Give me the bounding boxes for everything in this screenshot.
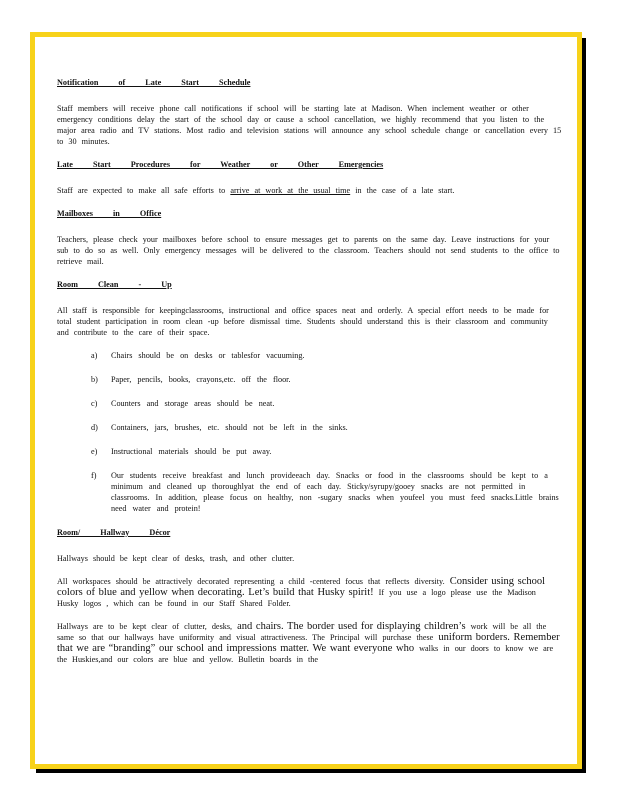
hallway-text-3: work will be all the same so that our hallways have uniformity and visual attractiveness. The Principal will purchase these	[57, 622, 547, 642]
list-marker: e)	[91, 447, 98, 456]
heading-room-hallway-decor: Room/ Hallway Décor	[57, 528, 171, 537]
list-item	[91, 398, 562, 409]
school-colors-text: Consider using school colors of blue and yellow when decorating. Let’s build that Husky spirit!	[57, 576, 546, 598]
list-marker: f)	[91, 471, 97, 480]
paragraph-hallways-clear: Hallways should be kept clear of desks, trash, and other clutter.	[57, 554, 295, 563]
paragraph-mailboxes: Teachers, please check your mailboxes before school to ensure messages get to parents on the same day. Leave instructions for your sub to do so as well. Only emergency messages will be delivered to the classroom. Teachers should not send students to the office to retrieve mail.	[57, 235, 560, 266]
procedures-text-underlined: arrive at work at the usual time	[230, 186, 351, 195]
document-page	[30, 32, 582, 769]
paragraph-late-start-notification: Staff members will receive phone call notifications if school will be starting late at Madison. When inclement weather or other emergency conditions delay the start of the school day or cause a school cancellation, we highly recommend that you listen to the major area radio and TV stations. Most radio and television stations will announce any school schedule change or cancellation every 15 to 30 minutes.	[57, 104, 562, 146]
list-marker: b)	[91, 375, 98, 384]
heading-late-start-procedures: Late Start Procedures for Weather or Other Emergencies	[57, 160, 384, 169]
list-marker: c)	[91, 399, 98, 408]
list-item	[91, 422, 562, 433]
procedures-text-before: Staff are expected to make all safe efforts to	[57, 186, 231, 195]
list-item	[91, 470, 562, 514]
heading-room-cleanup: Room Clean - Up	[57, 280, 172, 289]
list-item-text: Counters and storage areas should be neat.	[111, 399, 275, 408]
heading-late-start-notification: Notification of Late Start Schedule	[57, 78, 251, 87]
list-item	[91, 374, 562, 385]
heading-mailboxes: Mailboxes in Office	[57, 209, 162, 218]
list-item-text: Paper, pencils, books, crayons,etc. off the floor.	[111, 375, 291, 384]
hallway-text-5: walks in our doors to know we are the Huskies,and our colors are blue and yellow. Bulletin boards in the	[57, 644, 554, 664]
paragraph-hallway-borders	[57, 621, 562, 665]
document-content	[57, 77, 562, 677]
workspaces-text: All workspaces should be attractively decorated representing a child -centered focus that reflects diversity.	[57, 577, 445, 586]
cleanup-list	[91, 350, 562, 514]
hallway-text-1: Hallways are to be kept clear of clutter, desks,	[57, 622, 233, 631]
list-item	[91, 350, 562, 361]
list-item-text: Instructional materials should be put away.	[111, 447, 272, 456]
list-item	[91, 446, 562, 457]
list-item-text: Chairs should be on desks or tablesfor vacuuming.	[111, 351, 305, 360]
paragraph-room-cleanup: All staff is responsible for keepingclassrooms, instructional and office spaces neat and orderly. A special effort needs to be made for total student participation in room clean -up before dismissal time. Students should understand this is their classroom and community and contribute to the care of their space.	[57, 306, 549, 337]
paragraph-workspaces	[57, 576, 562, 609]
logo-text: If you use a logo please use the Madison Husky logos , which can be found in our Staff Shared Folder.	[57, 588, 536, 608]
procedures-text-after: in the case of a late start.	[350, 186, 455, 195]
list-marker: d)	[91, 423, 98, 432]
hallway-text-4: uniform borders. Remember that we are “branding” our school and impressions matter. We want everyone who	[57, 632, 560, 654]
list-marker: a)	[91, 351, 98, 360]
list-item-text: Containers, jars, brushes, etc. should not be left in the sinks.	[111, 423, 348, 432]
paragraph-late-start-procedures	[57, 185, 562, 196]
list-item-text: Our students receive breakfast and lunch provideeach day. Snacks or food in the classrooms should be kept to a minimum and cleaned up thoroughlyat the end of each day. Sticky/syrupy/gooey snacks are not permitted in classrooms. In addition, please focus on healthy, non -sugary snacks when youfeel you must feed snacks.Little brains need water and protein!	[111, 471, 559, 513]
hallway-text-2: and chairs. The border used for displaying children’s	[237, 621, 466, 632]
